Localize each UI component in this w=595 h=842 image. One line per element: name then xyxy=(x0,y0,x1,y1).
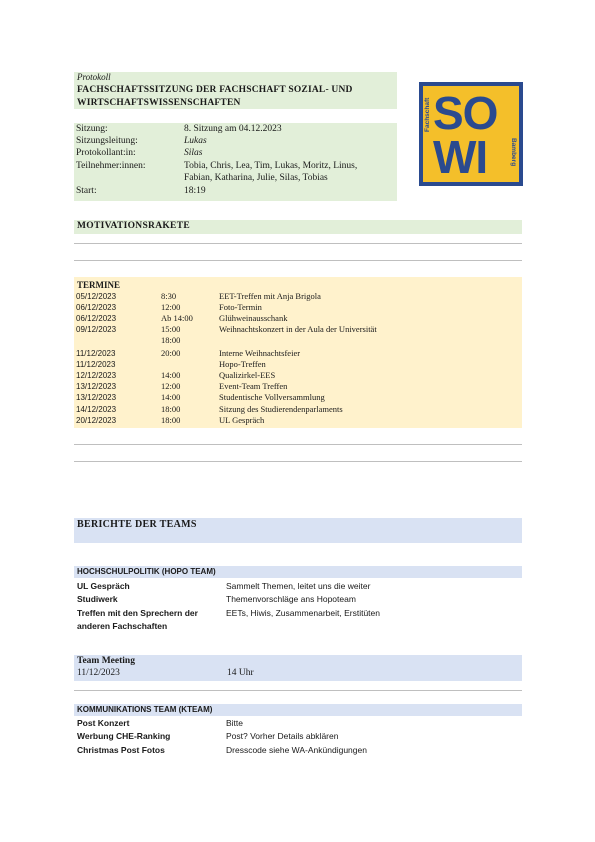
section-berichte xyxy=(74,518,522,543)
termine-time: 12:00 xyxy=(161,302,181,312)
meta-key: Protokollant:in: xyxy=(76,148,136,158)
meta-value: 18:19 xyxy=(184,186,206,196)
meta-key: Sitzungsleitung: xyxy=(76,136,138,146)
section-title: MOTIVATIONSRAKETE xyxy=(77,221,190,231)
document-title-line2: WIRTSCHAFTSWISSENSCHAFTEN xyxy=(77,98,241,108)
meta-value: Silas xyxy=(184,148,203,158)
meta-key: Teilnehmer:innen: xyxy=(76,161,146,171)
termine-time: Ab 14:00 xyxy=(161,313,193,323)
termine-time: 20:00 xyxy=(161,348,181,358)
termine-time: 8:30 xyxy=(161,291,177,301)
logo-text-bottom: WI xyxy=(433,131,488,183)
termine-event: Weihnachtskonzert in der Aula der Universität xyxy=(219,324,377,334)
document-title xyxy=(77,84,397,110)
section-title: HOCHSCHULPOLITIK (HOPO TEAM) xyxy=(77,567,216,576)
termine-event: EET-Treffen mit Anja Brigola xyxy=(219,291,321,301)
termine-event: Sitzung des Studierendenparlaments xyxy=(219,404,343,414)
logo-side-left: Fachschaft xyxy=(424,97,431,132)
logo-text-top: SO xyxy=(433,87,498,139)
document-type-label: Protokoll xyxy=(77,72,111,82)
logo-side-right: Bamberg xyxy=(510,138,517,167)
termine-event: Qualizirkel-EES xyxy=(219,370,276,380)
section-motivationsrakete xyxy=(74,220,522,234)
termine-date: 05/12/2023 xyxy=(76,292,117,301)
termine-event: Interne Weihnachtsfeier xyxy=(219,348,301,358)
document-title-line1: FACHSCHAFTSSITZUNG DER FACHSCHAFT SOZIAL- UND xyxy=(77,85,353,95)
section-hopo xyxy=(74,566,522,578)
termine-event: Event-Team Treffen xyxy=(219,381,288,391)
termine-event: UL Gespräch xyxy=(219,415,265,425)
meta-key: Start: xyxy=(76,186,97,196)
divider xyxy=(74,260,522,261)
divider xyxy=(74,444,522,445)
kteam-item-key: Christmas Post Fotos xyxy=(77,745,165,755)
document-header xyxy=(74,72,397,109)
termine-date: 06/12/2023 xyxy=(76,303,117,312)
hopo-item-key: Treffen mit den Sprechern der xyxy=(77,608,198,618)
meta-value: Lukas xyxy=(184,136,207,146)
team-meeting xyxy=(74,655,522,681)
kteam-item-key: Werbung CHE-Ranking xyxy=(77,731,171,741)
termine-date: 13/12/2023 xyxy=(76,382,117,391)
kteam-item-value: Dresscode siehe WA-Ankündigungen xyxy=(226,745,367,755)
divider xyxy=(74,690,522,691)
meta-value: Tobia, Chris, Lea, Tim, Lukas, Moritz, Linus, xyxy=(184,161,358,171)
sowi-logo xyxy=(419,82,523,186)
termine-time: 12:00 xyxy=(161,381,181,391)
termine-date: 09/12/2023 xyxy=(76,325,117,334)
termine-time: 15:00 xyxy=(161,324,181,334)
divider xyxy=(74,461,522,462)
logo-background xyxy=(423,86,519,182)
hopo-item-key: anderen Fachschaften xyxy=(77,621,168,631)
hopo-item-value: Sammelt Themen, leitet uns die weiter xyxy=(226,581,371,591)
termine-title: TERMINE xyxy=(77,280,121,290)
section-title: KOMMUNIKATIONS TEAM (KTEAM) xyxy=(77,705,213,714)
termine-date: 20/12/2023 xyxy=(76,416,117,425)
section-title: BERICHTE DER TEAMS xyxy=(77,519,197,530)
meeting-meta xyxy=(74,123,397,201)
team-meeting-time: 14 Uhr xyxy=(227,668,254,678)
kteam-item-value: Bitte xyxy=(226,718,244,728)
termine-time: 14:00 xyxy=(161,370,181,380)
termine-date: 06/12/2023 xyxy=(76,314,117,323)
termine-date: 12/12/2023 xyxy=(76,371,117,380)
team-meeting-title: Team Meeting xyxy=(77,656,135,666)
kteam-item-value: Post? Vorher Details abklären xyxy=(226,731,339,741)
hopo-item-key: UL Gespräch xyxy=(77,581,130,591)
termine-time: 18:00 xyxy=(161,335,181,345)
hopo-item-value: Themenvorschläge ans Hopoteam xyxy=(226,594,356,604)
termine-event: Foto-Termin xyxy=(219,302,262,312)
section-kteam xyxy=(74,704,522,716)
team-meeting-date: 11/12/2023 xyxy=(77,668,120,678)
hopo-item-key: Studiwerk xyxy=(77,594,118,604)
meta-value: Fabian, Katharina, Julie, Silas, Tobias xyxy=(184,173,328,183)
divider xyxy=(74,243,522,244)
meta-key: Sitzung: xyxy=(76,124,108,134)
termine-event: Glühweinausschank xyxy=(219,313,288,323)
kteam-item-key: Post Konzert xyxy=(77,718,130,728)
meta-value: 8. Sitzung am 04.12.2023 xyxy=(184,124,282,134)
hopo-item-value: EETs, Hiwis, Zusammenarbeit, Erstitüten xyxy=(226,608,380,618)
termine-date: 11/12/2023 xyxy=(76,349,116,358)
termine-event: Hopo-Treffen xyxy=(219,359,266,369)
termine-event: Studentische Vollversammlung xyxy=(219,392,325,402)
termine-table xyxy=(74,277,522,428)
termine-date: 14/12/2023 xyxy=(76,405,117,414)
termine-time: 18:00 xyxy=(161,404,181,414)
termine-date: 13/12/2023 xyxy=(76,393,117,402)
termine-time: 18:00 xyxy=(161,415,181,425)
termine-time: 14:00 xyxy=(161,392,181,402)
termine-date: 11/12/2023 xyxy=(76,360,116,369)
